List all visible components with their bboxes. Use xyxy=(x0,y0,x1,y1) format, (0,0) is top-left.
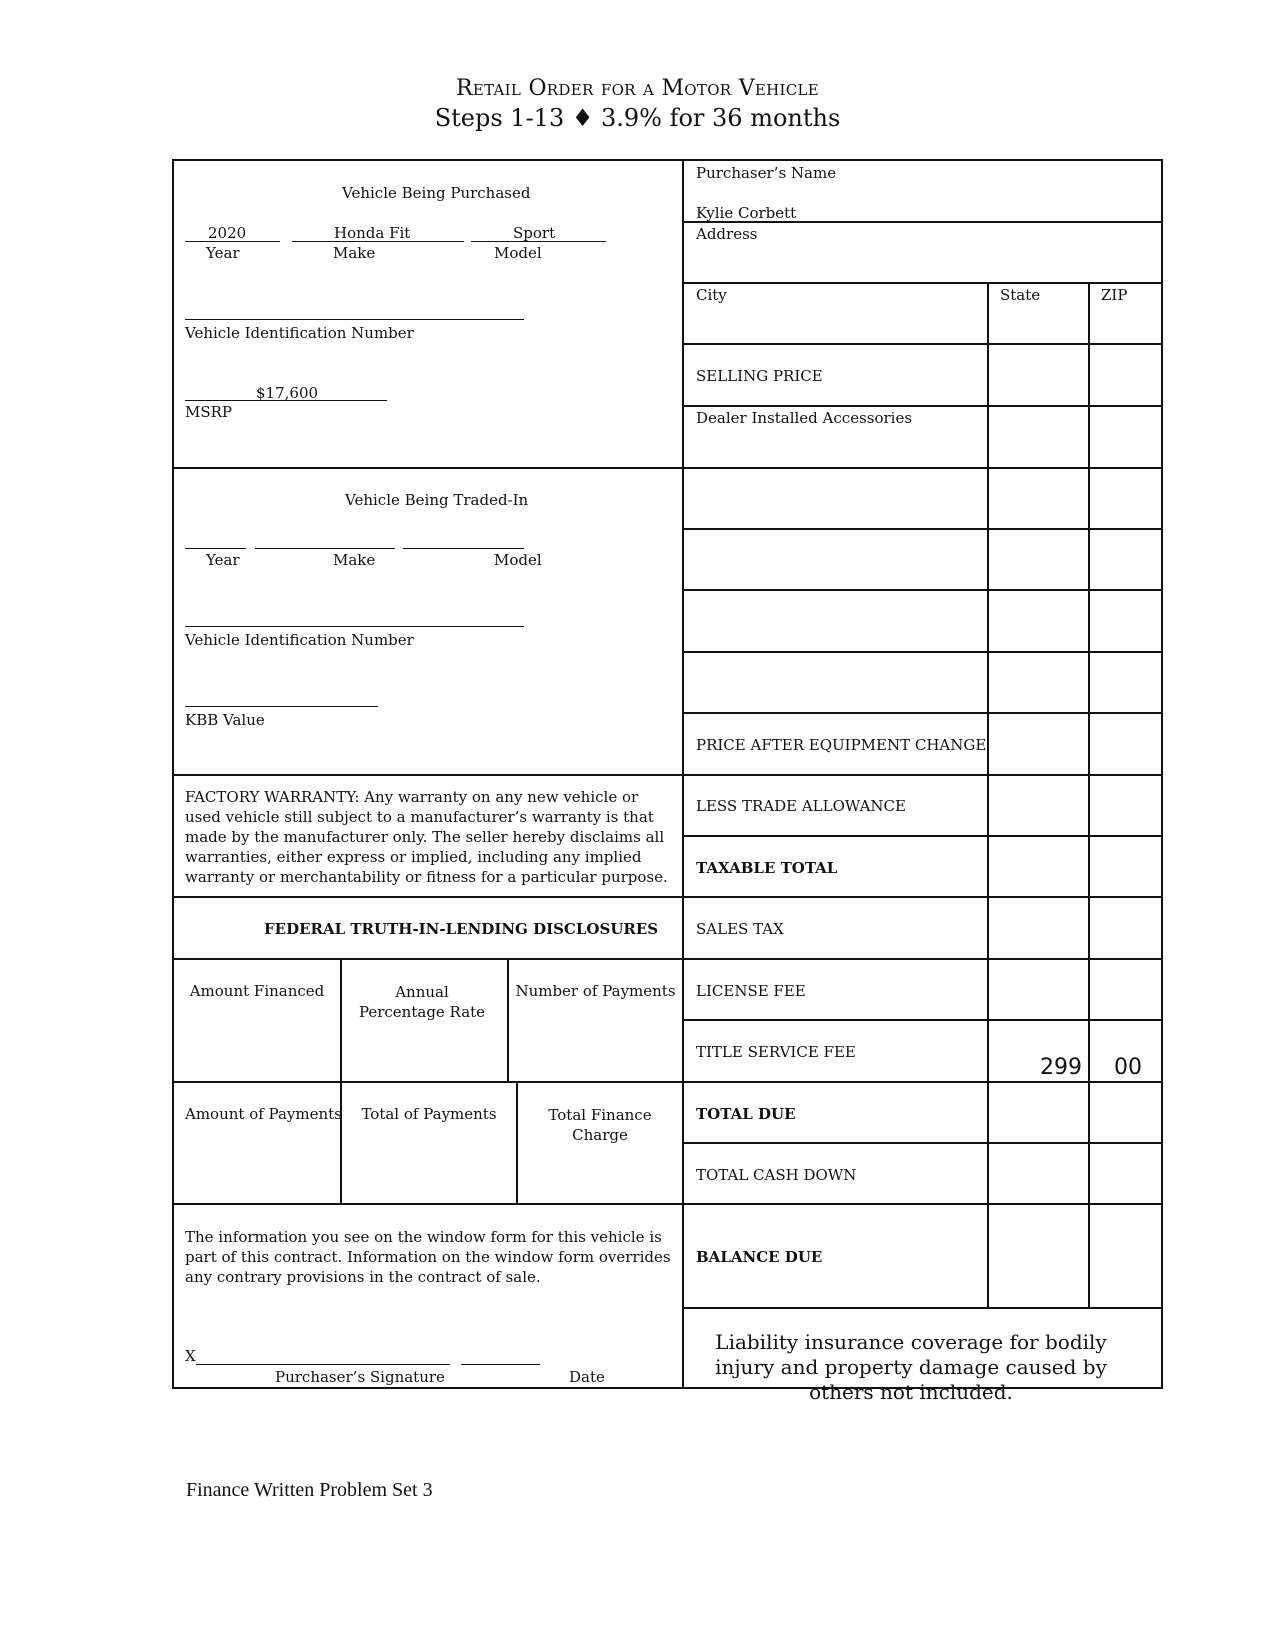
signature-x: X xyxy=(185,1347,196,1365)
tila-apr: Annual Percentage Rate xyxy=(358,983,486,1021)
tradein-vin-label: Vehicle Identification Number xyxy=(185,631,414,649)
rule-section-tila-row2 xyxy=(172,1081,1163,1083)
tila-divider-1 xyxy=(340,958,342,1204)
signature-label: Purchaser’s Signature xyxy=(275,1368,445,1386)
license-fee-label: LICENSE FEE xyxy=(696,982,806,1000)
zip-label: ZIP xyxy=(1101,286,1128,304)
rule-section-tila-row1 xyxy=(172,958,1163,960)
title-fee-dollars[interactable]: 299 xyxy=(1040,1055,1082,1080)
rule-cash-down xyxy=(682,1142,1163,1144)
tradein-model-line xyxy=(403,548,524,549)
balance-due-label: BALANCE DUE xyxy=(696,1248,823,1266)
rule-city xyxy=(682,343,1163,345)
total-due-label: TOTAL DUE xyxy=(696,1105,796,1123)
rule-blank-3 xyxy=(682,651,1163,653)
selling-price-label: SELLING PRICE xyxy=(696,367,823,385)
rule-section-trade xyxy=(172,467,1163,469)
rule-blank-4 xyxy=(682,712,1163,714)
signature-line xyxy=(196,1364,450,1365)
tila-number-of-payments: Number of Payments xyxy=(515,982,676,1000)
msrp-label: MSRP xyxy=(185,403,233,421)
tradein-make-label: Make xyxy=(333,551,376,569)
sales-tax-label: SALES TAX xyxy=(696,920,784,938)
tila-total-finance-charge: Total Finance Charge xyxy=(548,1106,652,1144)
rule-address xyxy=(682,282,1163,284)
purchased-heading: Vehicle Being Purchased xyxy=(342,184,531,202)
rule-blank-2 xyxy=(682,589,1163,591)
form-title: Retail Order for a Motor Vehicle xyxy=(455,76,820,101)
tila-divider-3 xyxy=(516,1081,518,1204)
tradein-vin-line xyxy=(185,626,524,627)
state-label: State xyxy=(1000,286,1041,304)
tila-amount-financed: Amount Financed xyxy=(189,982,325,1000)
tradein-year-line xyxy=(185,548,246,549)
price-after-equipment-label: PRICE AFTER EQUIPMENT CHANGE xyxy=(696,736,987,754)
less-trade-label: LESS TRADE ALLOWANCE xyxy=(696,797,906,815)
kbb-label: KBB Value xyxy=(185,711,265,729)
tila-divider-2 xyxy=(507,958,509,1081)
kbb-line xyxy=(185,706,378,707)
rule-license xyxy=(682,1019,1163,1021)
city-label: City xyxy=(696,286,727,304)
amount-column-divider xyxy=(987,282,989,1307)
title-fee-cents[interactable]: 00 xyxy=(1114,1055,1142,1080)
rule-selling xyxy=(682,405,1163,407)
purchaser-name-value[interactable]: Kylie Corbett xyxy=(696,204,797,222)
purchased-vin-label: Vehicle Identification Number xyxy=(185,324,414,342)
rule-section-warranty xyxy=(172,774,1163,776)
taxable-total-label: TAXABLE TOTAL xyxy=(696,859,838,877)
tradein-make-line xyxy=(255,548,395,549)
title-service-fee-label: TITLE SERVICE FEE xyxy=(696,1043,856,1061)
frame-top xyxy=(172,159,1163,161)
tila-heading: FEDERAL TRUTH-IN-LENDING DISCLOSURES xyxy=(264,920,659,938)
dealer-accessories-label: Dealer Installed Accessories xyxy=(696,409,913,427)
tila-amount-of-payments: Amount of Payments xyxy=(185,1105,342,1123)
window-form-text: The information you see on the window form for this vehicle is part of this contract. Information on the window form overrides any contrary provisions in the contract of sale. xyxy=(185,1228,671,1286)
rule-liability xyxy=(682,1307,1163,1309)
date-label: Date xyxy=(569,1368,605,1386)
purchased-make-value: Honda Fit xyxy=(334,224,411,242)
tila-total-of-payments: Total of Payments xyxy=(361,1105,497,1123)
form-subtitle: Steps 1-13 ♦ 3.9% for 36 months xyxy=(434,104,841,132)
purchased-year-label: Year xyxy=(206,244,240,262)
purchased-make-label: Make xyxy=(333,244,376,262)
msrp-value: $17,600 xyxy=(256,384,319,402)
tradein-heading: Vehicle Being Traded-In xyxy=(345,491,529,509)
tradein-year-label: Year xyxy=(206,551,240,569)
liability-note: Liability insurance coverage for bodily injury and property damage caused by others not included. xyxy=(715,1330,1107,1404)
page-footer: Finance Written Problem Set 3 xyxy=(186,1479,433,1501)
total-cash-down-label: TOTAL CASH DOWN xyxy=(696,1166,857,1184)
rule-section-tila xyxy=(172,896,1163,898)
purchased-vin-line xyxy=(185,319,524,320)
date-line xyxy=(461,1364,540,1365)
cents-column-divider xyxy=(1088,282,1090,1307)
address-label: Address xyxy=(696,225,758,243)
purchaser-name-label: Purchaser’s Name xyxy=(696,164,837,182)
rule-trade xyxy=(682,835,1163,837)
warranty-text: FACTORY WARRANTY: Any warranty on any new vehicle or used vehicle still subject to a manufacturer’s warranty is that made by the manufacturer only. The seller hereby disclaims all warranties, either express or implied, including any implied warranty or merchantability or fitness for a particular purpose. xyxy=(185,788,668,886)
rule-section-window xyxy=(172,1203,1163,1205)
purchased-model-label: Model xyxy=(494,244,542,262)
purchased-year-value: 2020 xyxy=(208,224,247,242)
tradein-model-label: Model xyxy=(494,551,542,569)
purchased-model-value: Sport xyxy=(513,224,556,242)
rule-blank-1 xyxy=(682,528,1163,530)
